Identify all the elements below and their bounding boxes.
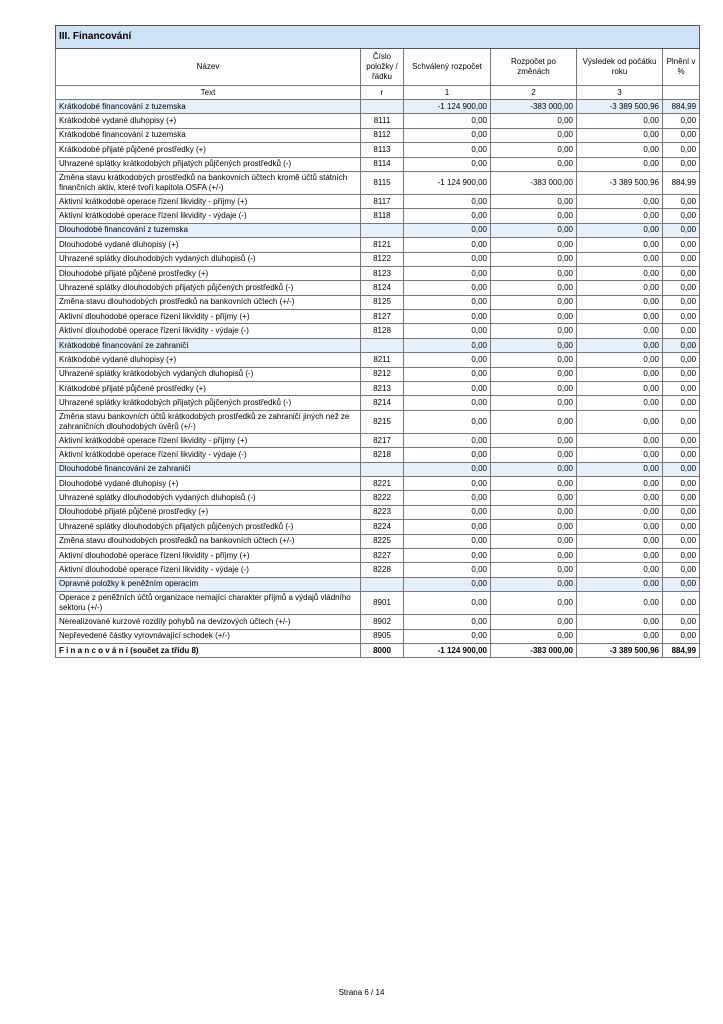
row-name: Krátkodobé financování ze zahraničí <box>56 338 361 352</box>
row-after-changes: 0,00 <box>491 209 577 223</box>
row-approved: 0,00 <box>404 281 491 295</box>
row-result: 0,00 <box>577 548 663 562</box>
row-code: 8214 <box>361 396 404 410</box>
row-result: 0,00 <box>577 209 663 223</box>
row-name: Aktivní dlouhodobé operace řízení likvidity - příjmy (+) <box>56 310 361 324</box>
row-code: 8124 <box>361 281 404 295</box>
table-row <box>56 367 700 381</box>
subheader-code: r <box>361 86 404 100</box>
page-number: Strana 6 / 14 <box>338 988 385 997</box>
row-name: Dlouhodobé přijaté půjčené prostředky (+) <box>56 266 361 280</box>
row-result: 0,00 <box>577 295 663 309</box>
row-code: 8901 <box>361 592 404 615</box>
row-approved: -1 124 900,00 <box>404 643 491 657</box>
row-after-changes: 0,00 <box>491 410 577 433</box>
row-name: Dlouhodobé přijaté půjčené prostředky (+) <box>56 505 361 519</box>
row-code: 8228 <box>361 563 404 577</box>
row-after-changes: 0,00 <box>491 520 577 534</box>
table-row <box>56 433 700 447</box>
row-after-changes: -383 000,00 <box>491 643 577 657</box>
row-approved: 0,00 <box>404 410 491 433</box>
row-code: 8211 <box>361 353 404 367</box>
table-row <box>56 448 700 462</box>
row-approved: 0,00 <box>404 114 491 128</box>
table-row <box>56 324 700 338</box>
row-name: Krátkodobé přijaté půjčené prostředky (+) <box>56 382 361 396</box>
row-approved: -1 124 900,00 <box>404 171 491 194</box>
table-row <box>56 114 700 128</box>
row-code: 8223 <box>361 505 404 519</box>
row-code: 8128 <box>361 324 404 338</box>
table-row <box>56 382 700 396</box>
table-row <box>56 171 700 194</box>
row-code: 8227 <box>361 548 404 562</box>
total-row <box>56 643 700 657</box>
row-result: 0,00 <box>577 128 663 142</box>
row-code: 8121 <box>361 238 404 252</box>
row-code: 8000 <box>361 643 404 657</box>
row-result: 0,00 <box>577 476 663 490</box>
row-name: Aktivní krátkodobé operace řízení likvidity - příjmy (+) <box>56 433 361 447</box>
row-result: 0,00 <box>577 238 663 252</box>
table-row <box>56 505 700 519</box>
row-name: Dlouhodobé financování ze zahraničí <box>56 462 361 476</box>
row-result: 0,00 <box>577 266 663 280</box>
row-approved: 0,00 <box>404 462 491 476</box>
row-after-changes: 0,00 <box>491 433 577 447</box>
row-fulfilment: 0,00 <box>663 448 700 462</box>
row-code: 8115 <box>361 171 404 194</box>
row-name: Dlouhodobé vydané dluhopisy (+) <box>56 476 361 490</box>
row-result: 0,00 <box>577 114 663 128</box>
row-after-changes: 0,00 <box>491 382 577 396</box>
row-after-changes: 0,00 <box>491 592 577 615</box>
group-row <box>56 223 700 237</box>
table-body <box>56 100 700 658</box>
table-row <box>56 252 700 266</box>
row-after-changes: 0,00 <box>491 396 577 410</box>
row-name: Dlouhodobé financování z tuzemska <box>56 223 361 237</box>
row-fulfilment: 0,00 <box>663 295 700 309</box>
row-fulfilment: 0,00 <box>663 209 700 223</box>
row-after-changes: 0,00 <box>491 266 577 280</box>
row-code: 8213 <box>361 382 404 396</box>
table-row <box>56 548 700 562</box>
table-row <box>56 396 700 410</box>
row-name: Dlouhodobé vydané dluhopisy (+) <box>56 238 361 252</box>
row-approved: 0,00 <box>404 491 491 505</box>
group-row <box>56 462 700 476</box>
row-fulfilment: 0,00 <box>663 476 700 490</box>
subheader-fulfilment <box>663 86 700 100</box>
row-name: Aktivní krátkodobé operace řízení likvidity - výdaje (-) <box>56 209 361 223</box>
row-name: Operace z peněžních účtů organizace nemající charakter příjmů a výdajů vládního sektoru (+/-) <box>56 592 361 615</box>
row-result: 0,00 <box>577 194 663 208</box>
row-fulfilment: 0,00 <box>663 353 700 367</box>
row-fulfilment: 0,00 <box>663 577 700 591</box>
row-result: 0,00 <box>577 505 663 519</box>
row-result: -3 389 500,96 <box>577 100 663 114</box>
row-after-changes: 0,00 <box>491 324 577 338</box>
row-name: Uhrazené splátky krátkodobých přijatých půjčených prostředků (-) <box>56 396 361 410</box>
row-after-changes: 0,00 <box>491 505 577 519</box>
table-row <box>56 157 700 171</box>
row-after-changes: 0,00 <box>491 194 577 208</box>
row-fulfilment: 0,00 <box>663 548 700 562</box>
row-fulfilment: 0,00 <box>663 223 700 237</box>
row-name: Změna stavu dlouhodobých prostředků na bankovních účtech (+/-) <box>56 295 361 309</box>
row-fulfilment: 0,00 <box>663 520 700 534</box>
row-fulfilment: 0,00 <box>663 114 700 128</box>
row-approved: 0,00 <box>404 476 491 490</box>
row-name: Aktivní dlouhodobé operace řízení likvidity - výdaje (-) <box>56 324 361 338</box>
col-header-after-changes: Rozpočet po změnách <box>491 49 577 86</box>
row-after-changes: -383 000,00 <box>491 100 577 114</box>
row-fulfilment: 0,00 <box>663 592 700 615</box>
table-row <box>56 295 700 309</box>
table-row <box>56 238 700 252</box>
row-after-changes: 0,00 <box>491 128 577 142</box>
subheader-name: Text <box>56 86 361 100</box>
table-row <box>56 520 700 534</box>
row-fulfilment: 0,00 <box>663 382 700 396</box>
subheader-approved: 1 <box>404 86 491 100</box>
row-fulfilment: 0,00 <box>663 194 700 208</box>
row-after-changes: 0,00 <box>491 281 577 295</box>
row-result: 0,00 <box>577 629 663 643</box>
table-row <box>56 410 700 433</box>
row-result: 0,00 <box>577 433 663 447</box>
row-fulfilment: 0,00 <box>663 143 700 157</box>
row-fulfilment: 0,00 <box>663 281 700 295</box>
row-after-changes: 0,00 <box>491 491 577 505</box>
row-name: Nerealizované kurzové rozdíly pohybů na devizových účtech (+/-) <box>56 615 361 629</box>
row-code: 8212 <box>361 367 404 381</box>
row-name: Aktivní krátkodobé operace řízení likvidity - výdaje (-) <box>56 448 361 462</box>
row-fulfilment: 0,00 <box>663 252 700 266</box>
row-code: 8117 <box>361 194 404 208</box>
row-code: 8215 <box>361 410 404 433</box>
col-header-result: Výsledek od počátku roku <box>577 49 663 86</box>
row-approved: 0,00 <box>404 592 491 615</box>
row-code: 8217 <box>361 433 404 447</box>
row-fulfilment: 884,99 <box>663 171 700 194</box>
row-approved: 0,00 <box>404 324 491 338</box>
row-result: 0,00 <box>577 338 663 352</box>
row-result: 0,00 <box>577 367 663 381</box>
row-fulfilment: 0,00 <box>663 396 700 410</box>
row-result: 0,00 <box>577 491 663 505</box>
row-result: 0,00 <box>577 223 663 237</box>
row-after-changes: 0,00 <box>491 114 577 128</box>
row-after-changes: 0,00 <box>491 295 577 309</box>
row-code: 8112 <box>361 128 404 142</box>
row-fulfilment: 0,00 <box>663 128 700 142</box>
row-name: Krátkodobé vydané dluhopisy (+) <box>56 353 361 367</box>
row-result: 0,00 <box>577 410 663 433</box>
row-result: 0,00 <box>577 281 663 295</box>
row-code <box>361 223 404 237</box>
row-name: Uhrazené splátky dlouhodobých vydaných dluhopisů (-) <box>56 491 361 505</box>
row-approved: 0,00 <box>404 382 491 396</box>
row-after-changes: 0,00 <box>491 448 577 462</box>
row-name: Změna stavu dlouhodobých prostředků na bankovních účtech (+/-) <box>56 534 361 548</box>
row-after-changes: 0,00 <box>491 223 577 237</box>
row-approved: 0,00 <box>404 266 491 280</box>
row-result: 0,00 <box>577 310 663 324</box>
row-code: 8221 <box>361 476 404 490</box>
table-row <box>56 266 700 280</box>
row-fulfilment: 0,00 <box>663 615 700 629</box>
section-title: III. Financování <box>56 26 700 49</box>
row-after-changes: 0,00 <box>491 615 577 629</box>
row-name: Krátkodobé přijaté půjčené prostředky (+) <box>56 143 361 157</box>
table-row <box>56 563 700 577</box>
row-fulfilment: 0,00 <box>663 266 700 280</box>
row-result: 0,00 <box>577 143 663 157</box>
row-result: 0,00 <box>577 324 663 338</box>
row-after-changes: 0,00 <box>491 629 577 643</box>
row-name: Opravné položky k peněžním operacím <box>56 577 361 591</box>
table-row <box>56 143 700 157</box>
row-approved: 0,00 <box>404 367 491 381</box>
table-row <box>56 491 700 505</box>
col-header-approved: Schválený rozpočet <box>404 49 491 86</box>
row-approved: 0,00 <box>404 548 491 562</box>
table-row <box>56 194 700 208</box>
row-after-changes: 0,00 <box>491 462 577 476</box>
row-result: 0,00 <box>577 462 663 476</box>
row-approved: 0,00 <box>404 520 491 534</box>
row-name: Krátkodobé financování z tuzemska <box>56 100 361 114</box>
row-fulfilment: 884,99 <box>663 643 700 657</box>
subheader-result: 3 <box>577 86 663 100</box>
row-fulfilment: 0,00 <box>663 433 700 447</box>
row-name: Uhrazené splátky dlouhodobých přijatých půjčených prostředků (-) <box>56 281 361 295</box>
row-approved: 0,00 <box>404 157 491 171</box>
row-name: Nepřevedené částky vyrovnávající schodek (+/-) <box>56 629 361 643</box>
group-row <box>56 100 700 114</box>
financing-section <box>55 25 699 658</box>
row-fulfilment: 0,00 <box>663 563 700 577</box>
row-result: 0,00 <box>577 382 663 396</box>
table-row <box>56 128 700 142</box>
row-after-changes: 0,00 <box>491 310 577 324</box>
row-name: Krátkodobé vydané dluhopisy (+) <box>56 114 361 128</box>
row-code: 8113 <box>361 143 404 157</box>
row-result: 0,00 <box>577 615 663 629</box>
row-after-changes: 0,00 <box>491 252 577 266</box>
row-result: 0,00 <box>577 353 663 367</box>
row-name: F i n a n c o v á n í (součet za třídu 8) <box>56 643 361 657</box>
row-approved: 0,00 <box>404 563 491 577</box>
table-row <box>56 534 700 548</box>
row-name: Aktivní dlouhodobé operace řízení likvidity - výdaje (-) <box>56 563 361 577</box>
row-code: 8118 <box>361 209 404 223</box>
row-approved: 0,00 <box>404 209 491 223</box>
table-row <box>56 592 700 615</box>
row-name: Uhrazené splátky krátkodobých vydaných dluhopisů (-) <box>56 367 361 381</box>
subheader-after-changes: 2 <box>491 86 577 100</box>
row-approved: 0,00 <box>404 615 491 629</box>
row-after-changes: 0,00 <box>491 577 577 591</box>
row-fulfilment: 0,00 <box>663 310 700 324</box>
col-header-code: Číslo položky / řádku <box>361 49 404 86</box>
row-code: 8905 <box>361 629 404 643</box>
row-name: Změna stavu bankovních účtů krátkodobých prostředků ze zahraničí jiných než ze zahraničních dlouhodobých úvěrů (+/-) <box>56 410 361 433</box>
row-result: -3 389 500,96 <box>577 171 663 194</box>
row-after-changes: -383 000,00 <box>491 171 577 194</box>
row-result: 0,00 <box>577 252 663 266</box>
row-code <box>361 338 404 352</box>
row-after-changes: 0,00 <box>491 238 577 252</box>
row-name: Uhrazené splátky krátkodobých přijatých půjčených prostředků (-) <box>56 157 361 171</box>
row-code: 8111 <box>361 114 404 128</box>
row-name: Aktivní dlouhodobé operace řízení likvidity - příjmy (+) <box>56 548 361 562</box>
row-approved: 0,00 <box>404 295 491 309</box>
row-code: 8125 <box>361 295 404 309</box>
table-row <box>56 310 700 324</box>
row-approved: 0,00 <box>404 353 491 367</box>
table-row <box>56 629 700 643</box>
row-fulfilment: 0,00 <box>663 462 700 476</box>
row-code: 8222 <box>361 491 404 505</box>
row-result: -3 389 500,96 <box>577 643 663 657</box>
row-fulfilment: 0,00 <box>663 505 700 519</box>
row-approved: 0,00 <box>404 433 491 447</box>
row-after-changes: 0,00 <box>491 534 577 548</box>
row-after-changes: 0,00 <box>491 353 577 367</box>
row-name: Krátkodobé financování z tuzemska <box>56 128 361 142</box>
row-name: Aktivní krátkodobé operace řízení likvidity - příjmy (+) <box>56 194 361 208</box>
row-fulfilment: 0,00 <box>663 410 700 433</box>
row-approved: -1 124 900,00 <box>404 100 491 114</box>
row-approved: 0,00 <box>404 534 491 548</box>
row-after-changes: 0,00 <box>491 157 577 171</box>
row-code: 8224 <box>361 520 404 534</box>
row-after-changes: 0,00 <box>491 563 577 577</box>
row-approved: 0,00 <box>404 252 491 266</box>
row-approved: 0,00 <box>404 577 491 591</box>
row-name: Změna stavu krátkodobých prostředků na bankovních účtech kromě účtů státních finančních aktiv, které tvoří kapitola OSFA (+/-) <box>56 171 361 194</box>
row-code: 8225 <box>361 534 404 548</box>
row-after-changes: 0,00 <box>491 367 577 381</box>
col-header-name: Název <box>56 49 361 86</box>
group-row <box>56 338 700 352</box>
row-code <box>361 577 404 591</box>
row-fulfilment: 0,00 <box>663 157 700 171</box>
row-code <box>361 100 404 114</box>
row-fulfilment: 0,00 <box>663 629 700 643</box>
row-result: 0,00 <box>577 577 663 591</box>
row-code: 8218 <box>361 448 404 462</box>
row-approved: 0,00 <box>404 396 491 410</box>
row-approved: 0,00 <box>404 448 491 462</box>
row-result: 0,00 <box>577 157 663 171</box>
col-header-fulfilment: Plnění v % <box>663 49 700 86</box>
row-approved: 0,00 <box>404 310 491 324</box>
row-approved: 0,00 <box>404 629 491 643</box>
row-approved: 0,00 <box>404 223 491 237</box>
row-fulfilment: 0,00 <box>663 534 700 548</box>
row-result: 0,00 <box>577 592 663 615</box>
row-result: 0,00 <box>577 448 663 462</box>
row-approved: 0,00 <box>404 338 491 352</box>
row-approved: 0,00 <box>404 238 491 252</box>
row-fulfilment: 0,00 <box>663 324 700 338</box>
row-code <box>361 462 404 476</box>
row-code: 8114 <box>361 157 404 171</box>
row-after-changes: 0,00 <box>491 476 577 490</box>
row-code: 8122 <box>361 252 404 266</box>
row-fulfilment: 0,00 <box>663 491 700 505</box>
financing-table <box>55 25 700 658</box>
table-row <box>56 209 700 223</box>
row-fulfilment: 0,00 <box>663 367 700 381</box>
row-code: 8127 <box>361 310 404 324</box>
row-approved: 0,00 <box>404 194 491 208</box>
row-after-changes: 0,00 <box>491 338 577 352</box>
row-fulfilment: 0,00 <box>663 238 700 252</box>
row-code: 8902 <box>361 615 404 629</box>
row-result: 0,00 <box>577 563 663 577</box>
row-fulfilment: 884,99 <box>663 100 700 114</box>
row-name: Uhrazené splátky dlouhodobých přijatých půjčených prostředků (-) <box>56 520 361 534</box>
row-approved: 0,00 <box>404 128 491 142</box>
row-after-changes: 0,00 <box>491 143 577 157</box>
row-result: 0,00 <box>577 396 663 410</box>
row-name: Uhrazené splátky dlouhodobých vydaných dluhopisů (-) <box>56 252 361 266</box>
group-row <box>56 577 700 591</box>
table-row <box>56 281 700 295</box>
row-approved: 0,00 <box>404 143 491 157</box>
table-row <box>56 476 700 490</box>
table-row <box>56 615 700 629</box>
row-result: 0,00 <box>577 520 663 534</box>
row-after-changes: 0,00 <box>491 548 577 562</box>
table-row <box>56 353 700 367</box>
row-fulfilment: 0,00 <box>663 338 700 352</box>
row-code: 8123 <box>361 266 404 280</box>
row-approved: 0,00 <box>404 505 491 519</box>
row-result: 0,00 <box>577 534 663 548</box>
